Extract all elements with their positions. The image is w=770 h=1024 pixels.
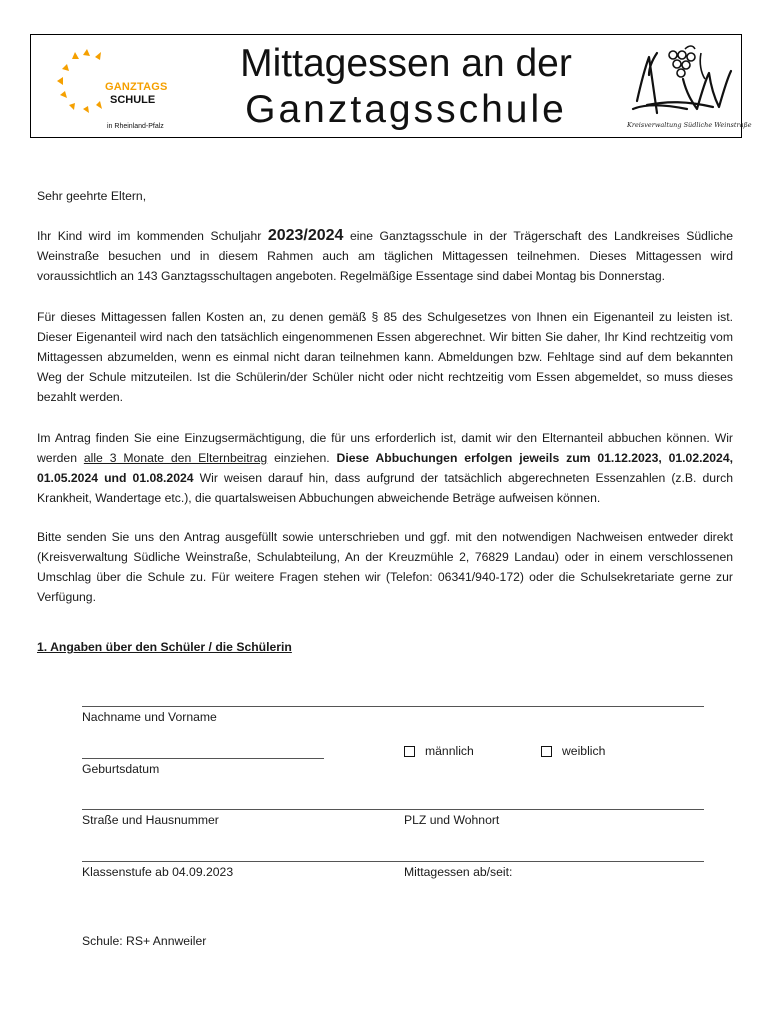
name-label: Nachname und Vorname: [82, 710, 217, 724]
paragraph-4: Bitte senden Sie uns den Antrag ausgefüllt sowie unterschrieben und ggf. mit den notwendigen Nachweisen entweder direkt (Kreisverwaltung Südliche Weinstraße, Schulabteilung, An der Kreuzmühle 2, 76829 Landau) oder in einem verschlossenen Umschlag über die Schule zu. Für weitere Fragen stehen wir (Telefon: 06341/940-172) oder die Schulsekretariate gerne zur Verfügung.: [37, 530, 733, 604]
male-checkbox[interactable]: [404, 746, 415, 757]
school-year: 2023/2024: [267, 227, 344, 244]
male-option[interactable]: [404, 744, 474, 758]
paragraph-3-underlined: alle 3 Monate den Elternbeitrag: [83, 451, 268, 465]
paragraph-3-mid: einziehen.: [267, 451, 337, 465]
logo-subtitle: in Rheinland-Pfalz: [107, 123, 164, 130]
school-label: Schule: RS+ Annweiler: [82, 934, 207, 948]
logo-word-ganztags: GANZTAGS: [105, 81, 168, 93]
title-line-1: Mittagessen an der: [240, 42, 572, 85]
sun-rays-logo-icon: [55, 47, 105, 127]
paragraph-1-start: Ihr Kind wird im kommenden Schuljahr: [37, 229, 268, 243]
logo-word-schule: SCHULE: [110, 94, 156, 106]
name-field-line[interactable]: [82, 706, 704, 707]
kreisverwaltung-logo-subtitle: Kreisverwaltung Südliche Weinstraße: [627, 121, 752, 129]
male-label: männlich: [425, 744, 474, 758]
paragraph-3-end: Wir weisen darauf hin, dass aufgrund der tatsächlich abgerechneten Essenzahlen (z.B. durch Krankheit, Wandertage etc.), die quartalsweisen Abbuchungen abweichende Beträge aufweisen können.: [37, 471, 733, 505]
lunch-start-label: Mittagessen ab/seit:: [404, 865, 513, 879]
title-line-2: Ganztagsschule: [245, 88, 567, 131]
paragraph-1: [37, 226, 733, 286]
salutation: Sehr geehrte Eltern,: [37, 189, 147, 203]
paragraph-3: [37, 428, 733, 508]
section-title-student-info: 1. Angaben über den Schüler / die Schülerin: [37, 640, 292, 654]
paragraph-1-end: eine Ganztagsschule in der Trägerschaft des Landkreises Südliche Weinstraße besuchen und in diesem Rahmen auch am täglichen Mittagessen teilnehmen. Dieses Mittagessen wird voraussichtlich an 143 Ganztagsschultagen angeboten. Regelmäßige Essentage sind dabei Montag bis Donnerstag.: [37, 229, 733, 283]
birthdate-field-line[interactable]: [82, 758, 324, 759]
page-title: [221, 41, 591, 133]
female-label: weiblich: [562, 744, 606, 758]
grade-label: Klassenstufe ab 04.09.2023: [82, 865, 234, 879]
kreisverwaltung-logo: [627, 43, 752, 133]
female-option[interactable]: [541, 744, 605, 758]
paragraph-3-bold-dates: Diese Abbuchungen erfolgen jeweils zum 01.12.2023, 01.02.2024, 01.05.2024 und 01.08.2024: [37, 451, 733, 485]
document-header: [30, 34, 752, 138]
street-label: Straße und Hausnummer: [82, 813, 219, 827]
ganztagsschule-logo: [55, 47, 175, 130]
grape-logo-icon: [627, 43, 737, 121]
female-checkbox[interactable]: [541, 746, 552, 757]
address-field-line[interactable]: [82, 809, 704, 810]
grade-lunch-field-line[interactable]: [82, 861, 704, 862]
birthdate-label: Geburtsdatum: [82, 762, 160, 776]
city-label: PLZ und Wohnort: [404, 813, 500, 827]
paragraph-2: Für dieses Mittagessen fallen Kosten an, zu denen gemäß § 85 des Schulgesetzes von Ihnen ein Eigenanteil zu leisten ist. Dieser Eigenanteil wird nach den tatsächlich eingenommenen Essen abgerechnet. Wir bitten Sie daher, Ihr Kind rechtzeitig vom Mittagessen abzumelden, wenn es einmal nicht daran teilnehmen kann. Abmeldungen bzw. Fehltage sind auf dem bekannten Weg der Schule mitzuteilen. Ist die Schülerin/der Schüler nicht oder nicht rechtzeitig vom Essen abgemeldet, so muss dieses bezahlt werden.: [37, 310, 733, 404]
paragraph-3-start: Im Antrag finden Sie eine Einzugsermächtigung, die für uns erforderlich ist, damit wir den Elternanteil abbuchen können. Wir werden: [37, 431, 733, 465]
